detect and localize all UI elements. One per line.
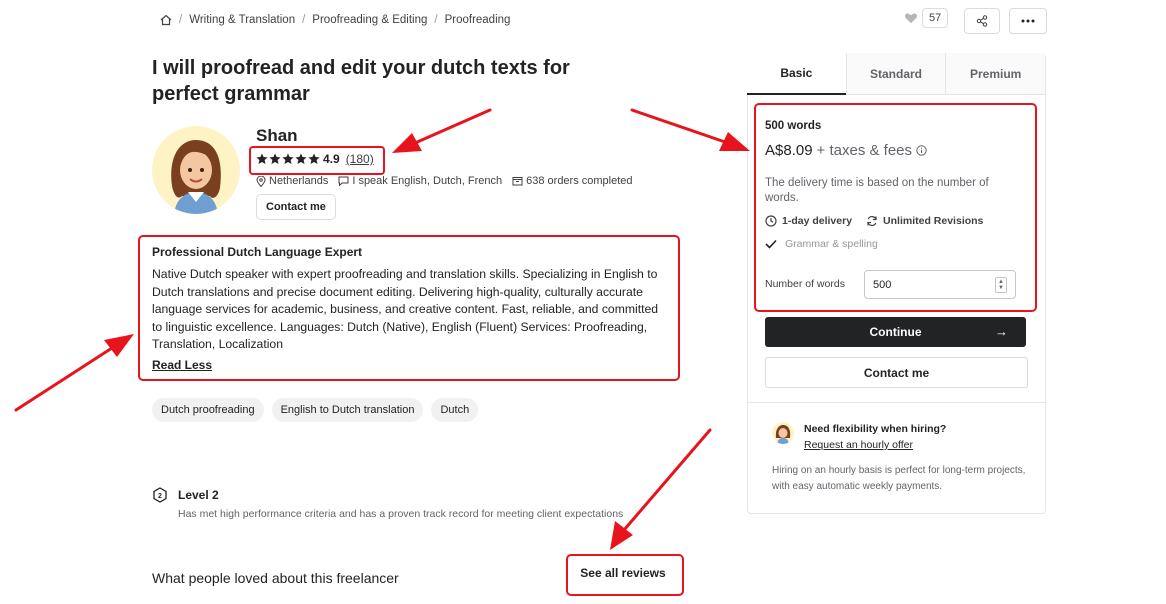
seller-languages-text: I speak English, Dutch, French [352, 175, 503, 187]
rating-value: 4.9 [323, 152, 340, 166]
more-options-button[interactable] [1009, 8, 1047, 34]
words-quantity-value: 500 [873, 278, 892, 291]
delivery-time [765, 215, 852, 227]
revisions-text: Unlimited Revisions [883, 215, 984, 227]
included-feature-text: Grammar & spelling [785, 238, 878, 250]
continue-label: Continue [869, 325, 922, 339]
share-icon [976, 15, 988, 27]
breadcrumb-separator: / [179, 14, 183, 26]
quantity-stepper[interactable]: ▲ ▼ [995, 277, 1007, 293]
seller-orders-text: 638 orders completed [526, 175, 633, 187]
about-description: Native Dutch speaker with expert proofreading and translation skills. Specializing in English to Dutch translations and precise document editing. Delivering high-quality, culturally accurate language services for academic, business, and creative content. Fast, reliable, and committed to linguistic excellence. Languages: Dutch (Native), English (Fluent) Services: Proofreading, Translation, Localization [152, 267, 659, 351]
tab-premium[interactable]: Premium [945, 53, 1045, 95]
seller-name[interactable]: Shan [256, 126, 298, 145]
seller-country-text: Netherlands [269, 175, 329, 187]
breadcrumb [160, 14, 510, 26]
breadcrumb-item-writing[interactable]: Writing & Translation [189, 14, 296, 26]
seller-avatar[interactable] [152, 126, 240, 214]
more-icon [1021, 19, 1035, 23]
tab-basic[interactable]: Basic [747, 53, 846, 95]
continue-button[interactable] [765, 317, 1026, 347]
orders-box-icon [512, 176, 523, 186]
gig-title: I will proofread and edit your dutch texts for perfect grammar [152, 57, 570, 105]
hourly-avatar [772, 422, 794, 444]
breadcrumb-separator: / [302, 14, 306, 26]
package-tabs [747, 53, 1045, 95]
location-pin-icon [256, 176, 266, 187]
price-value: A$8.09 [765, 142, 813, 159]
speech-bubble-icon [338, 176, 349, 186]
hourly-description: Hiring on an hourly basis is perfect for long-term projects, with easy automatic weekly payments. [772, 465, 1026, 492]
refresh-icon [866, 215, 878, 227]
breadcrumb-item-proofreading[interactable]: Proofreading [444, 14, 511, 26]
breadcrumb-separator: / [434, 14, 438, 26]
tax-text: + taxes & fees [816, 142, 913, 159]
hourly-title: Need flexibility when hiring? [804, 423, 947, 435]
delivery-time-text: 1-day delivery [782, 215, 853, 227]
package-features [765, 215, 983, 227]
seller-level-description: Has met high performance criteria and has a proven track record for meeting client expectations [178, 508, 624, 520]
seller-orders [512, 175, 632, 187]
heart-icon[interactable] [904, 11, 918, 25]
package-name: 500 words [765, 120, 822, 132]
home-icon[interactable] [160, 14, 172, 26]
seller-meta [256, 175, 633, 187]
panel-divider [747, 402, 1045, 403]
seller-country [256, 175, 328, 187]
checkmark-icon [765, 239, 777, 249]
words-label: Number of words [765, 278, 845, 290]
rating-highlight-box [249, 146, 385, 175]
revisions [866, 215, 983, 227]
clock-icon [765, 215, 777, 227]
seller-languages [338, 175, 502, 187]
tag-english-to-dutch[interactable]: English to Dutch translation [272, 398, 424, 422]
breadcrumb-item-proofreading-editing[interactable]: Proofreading & Editing [312, 14, 428, 26]
reviews-heading: What people loved about this freelancer [152, 570, 399, 586]
contact-seller-button[interactable]: Contact me [256, 194, 336, 220]
tab-standard[interactable]: Standard [846, 53, 946, 95]
favorite-count: 57 [922, 8, 948, 28]
level-badge-icon [152, 487, 168, 503]
info-icon[interactable] [916, 145, 927, 156]
package-description: The delivery time is based on the number of words. [765, 177, 989, 204]
package-price [765, 142, 927, 159]
tag-dutch-proofreading[interactable]: Dutch proofreading [152, 398, 264, 422]
words-quantity-input[interactable] [864, 270, 1016, 299]
arrow-right-icon: → [995, 324, 1008, 339]
svg-text:2: 2 [158, 493, 162, 500]
skill-tags [152, 398, 478, 422]
tag-dutch[interactable]: Dutch [431, 398, 478, 422]
contact-me-button[interactable]: Contact me [765, 357, 1028, 388]
request-hourly-offer-link[interactable]: Request an hourly offer [804, 439, 913, 451]
review-count-link[interactable]: (180) [345, 152, 374, 166]
favorite-control[interactable] [904, 8, 948, 28]
included-feature [765, 238, 878, 250]
about-title: Professional Dutch Language Expert [152, 245, 363, 259]
see-all-reviews-button[interactable]: See all reviews [580, 566, 666, 580]
seller-level: Level 2 [178, 488, 219, 502]
share-button[interactable] [964, 8, 1000, 34]
read-less-link[interactable]: Read Less [152, 358, 213, 372]
